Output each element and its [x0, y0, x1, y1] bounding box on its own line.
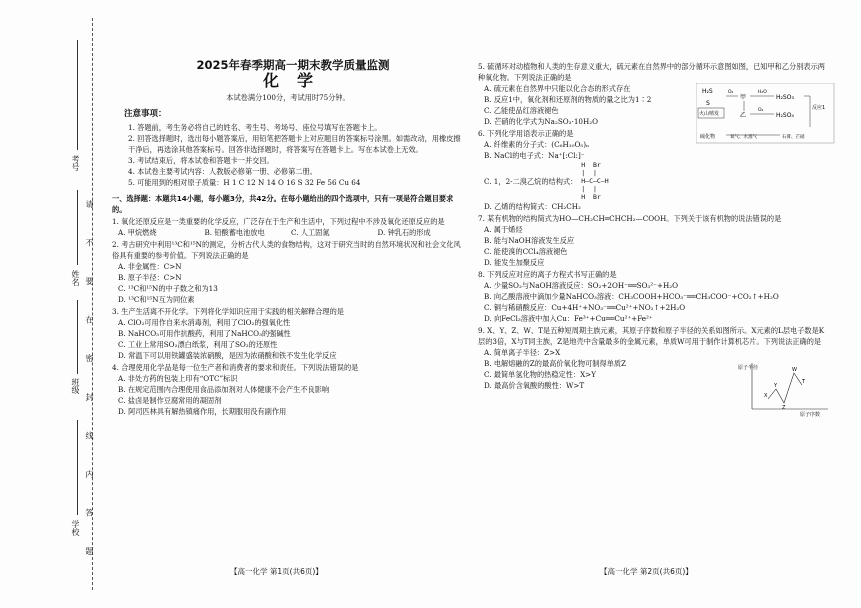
seal-warning: 请 不 要 在 密 封 线 内 答 题: [85, 200, 94, 569]
notes-list: [112, 122, 464, 188]
chart-xlabel: 原子序数: [800, 412, 821, 417]
node-h2s: H₂S: [702, 88, 713, 95]
node-volcano: 火山喷发: [699, 111, 720, 117]
option: C. 人工固氮: [291, 228, 330, 237]
class-label: 班级: [71, 378, 80, 394]
school-label: 学校: [71, 520, 80, 536]
chart-ylabel: 原子半径: [738, 365, 759, 371]
node-sulfide: 硫化物: [700, 134, 716, 140]
section-heading: 一、选择题：本题共14小题，每小题3分，共42分。在每小题给出的四个选项中，只有一项是符合题目要求的。: [112, 194, 454, 214]
notes-heading: 注意事项：: [124, 109, 167, 119]
footer-left: 【高一化学 第1页(共6页)】: [230, 567, 323, 576]
q8-block: [478, 269, 830, 324]
option: A. 简单离子半径：Z>X: [484, 348, 561, 357]
option: D. 芒硝的化学式为Na₂SO₃·10H₂O: [484, 117, 599, 126]
exam-no-label: 考号: [71, 155, 80, 171]
option: D. 乙烯的结构简式：CH₂CH₂: [484, 202, 581, 211]
question-stem: 4. 合理使用化学品是每一位生产者和消费者的要求和责任。下列说法错误的是: [112, 363, 359, 372]
binding-margin: [0, 0, 100, 608]
option: A. 非处方药的包装上印有“OTC”标识: [118, 374, 238, 383]
option-row: [118, 227, 464, 238]
question-block: [112, 216, 464, 238]
option: D. 向FeCl₃溶液中加入Cu：Fe³⁺+Cu══Cu²⁺+Fe²⁺: [484, 314, 653, 323]
option: B. 能与NaOH溶液发生反应: [484, 236, 575, 245]
option: B. NaCl的电子式：Na⁺[:Cl:]⁻: [484, 151, 585, 160]
option: A. 少量SO₂与NaOH溶液反应：SO₂+2OH⁻══SO₃²⁻+H₂O: [484, 281, 679, 290]
option: B. 电解熔融的Z的最高价氧化物可制得单质Z: [484, 359, 627, 368]
option: C. 工业上常用SO₂漂白纸浆，利用了SO₂的还原性: [118, 340, 278, 349]
option: D. 常温下可以用铁罐盛装浓硝酸，是因为浓硝酸和铁不发生化学反应: [118, 351, 337, 360]
note-item: 5. 可能用到的相对原子质量：H 1 C 12 N 14 O 16 S 32 Fe 56 Cu 64: [128, 178, 361, 187]
option: B. 反应1中，氧化剂和还原剂的物质的量之比为1∶2: [484, 95, 652, 104]
q5-options: [478, 83, 703, 127]
node-h2so4: H₂SO₄: [776, 112, 794, 119]
option: C. 能使溴的CCl₄溶液褪色: [484, 247, 568, 256]
option: C. 盐卤是制作豆腐常用的凝固剂: [118, 396, 222, 405]
node-h2so3: H₂SO₃: [776, 94, 794, 101]
note-item: 2. 回答选择题时，选出每小题答案后，用铅笔把答题卡上对应题目的答案标号涂黑。如需改动，用橡皮擦干净后，再选涂其他答案标号。回答非选择题时，将答案写在答题卡上。写在本试卷上无效。: [128, 134, 461, 154]
option: A. ClO₂可用作自来水消毒剂，利用了ClO₂的强氧化性: [118, 318, 291, 327]
name-label: 姓名: [71, 270, 80, 286]
subject-title: 化学: [262, 71, 331, 90]
question-stem: 1. 氧化还原反应是一类重要的化学反应，广泛存在于生产和生活中，下列过程中不涉及氧化还原反应的是: [112, 217, 445, 226]
question-stem: 2. 考古研究中利用¹³C和¹⁵N的测定，分析古代人类的食物结构，这对于研究当时的自然环境状况和社会文化风俗具有重要的参考价值。下列说法正确的是: [112, 240, 461, 260]
point-z: Z: [782, 405, 786, 411]
class-line: [77, 300, 78, 374]
note-item: 1. 答题前，考生务必将自己的姓名、考生号、考场号、座位号填写在答题卡上。: [128, 123, 382, 132]
question-stem: 8. 下列反应对应的离子方程式书写正确的是: [478, 270, 617, 279]
q9-block: [478, 325, 830, 417]
label-air: 氧气、水蒸气: [730, 135, 757, 140]
note-item: 4. 本试卷主要考试内容：人教版必修第一册、必修第二册。: [128, 167, 317, 176]
q7-block: [478, 213, 830, 268]
question-stem: 3. 生产生活离不开化学。下列将化学知识应用于实践的相关解释合理的是: [112, 307, 344, 316]
footer-right: 【高一化学 第2页(共6页)】: [600, 567, 693, 576]
name-line: [77, 190, 78, 265]
option: D. 钟乳石的形成: [377, 228, 431, 237]
option: D. 最高价含氧酸的酸性：W>T: [484, 381, 585, 390]
label-minerals: 石膏、芒硝: [782, 135, 805, 140]
option: D. 阿司匹林具有解热镇痛作用，长期服用没有副作用: [118, 407, 287, 416]
point-t: T: [802, 379, 806, 385]
point-x: X: [764, 393, 768, 399]
question-block: [112, 306, 464, 361]
option: C. 乙能使品红溶液褪色: [484, 106, 559, 115]
sulfur-cycle-diagram: [696, 83, 836, 145]
question-stem: 5. 硫循环对动植物和人类的生存意义重大，硫元素在自然界中的部分循环示意图如图，已知甲和乙分别表示两种氧化物。下列说法正确的是: [478, 62, 825, 82]
option: C. 铜与稀硝酸反应：Cu+4H⁺+NO₃⁻══Cu²⁺+NO₂↑+2H₂O: [484, 303, 686, 312]
question-stem: 7. 某有机物的结构简式为HO—CH₂CH═CHCH₂—COOH。下列关于该有机物的说法错误的是: [478, 214, 782, 223]
exam-title: 2025年春季期高一期末教学质量监测: [196, 58, 390, 72]
question-block: [112, 239, 464, 305]
option: D. 能发生加聚反应: [484, 258, 545, 267]
school-line: [77, 420, 78, 515]
option: B. 在规定范围内合理使用食品添加剂对人体健康不会产生不良影响: [118, 385, 330, 394]
dibromoethane-structure: H Br | | H—C—C—H | | H Br: [581, 161, 609, 201]
option: A. 硫元素在自然界中只能以化合态的形式存在: [484, 84, 631, 93]
label-o2: O₂: [728, 90, 734, 95]
option: C. 最简单氢化物的热稳定性：X>Y: [484, 370, 596, 379]
point-w: W: [792, 367, 797, 373]
right-column: [478, 60, 830, 417]
note-item: 3. 考试结束后，将本试卷和答题卡一并交回。: [128, 156, 274, 165]
exam-no-line: [77, 40, 78, 150]
node-jia: 甲: [740, 94, 747, 101]
point-y: Y: [774, 383, 778, 389]
option: [484, 161, 830, 201]
option: B. NaHCO₃可用作抗酸药，利用了NaHCO₃的强碱性: [118, 329, 291, 338]
label-h2o: H₂O: [758, 90, 767, 95]
radius-chart: [738, 359, 830, 417]
option: C. ¹³C和¹⁵N的中子数之和为13: [118, 284, 218, 293]
question-stem: 6. 下列化学用语表示正确的是: [478, 129, 574, 138]
left-column: [112, 60, 464, 417]
option: B. 原子半径：C>N: [118, 273, 182, 282]
q9-options: [478, 347, 718, 391]
option: A. 非金属性：C>N: [118, 262, 182, 271]
option: A. 属于烯烃: [484, 225, 523, 234]
option: D. ¹³C和¹⁵N互为同位素: [118, 295, 195, 304]
score-info: 本试卷满分100分，考试用时75分钟。: [226, 93, 350, 102]
question-block: [112, 362, 464, 417]
option: A. 纤维素的分子式：(C₆H₁₀O₅)ₙ: [484, 140, 590, 149]
option: B. 向乙酸溶液中滴加少量NaHCO₃溶液：CH₃COOH+HCO₃⁻══CH₃COO⁻+CO₂↑+H₂O: [484, 292, 779, 301]
option-text: C. 1，2-二溴乙烷的结构式：: [484, 176, 578, 186]
node-yi: 乙: [740, 112, 747, 119]
option: A. 甲烷燃烧: [118, 228, 157, 237]
question-stem: 9. X、Y、Z、W、T是五种短周期主族元素，其原子序数和原子半径的关系如图所示。X元素的L层电子数是K层的3倍，X与T同主族，Z是地壳中含量最多的金属元素，单质W可用于制作计算机芯片。下列说法正确的是: [478, 326, 825, 346]
left-questions: [112, 216, 464, 417]
label-reaction1: 反应1: [812, 105, 826, 111]
option: B. 铅酸蓄电池放电: [204, 228, 265, 237]
label-o2-2: O₂: [758, 108, 764, 113]
node-s: S: [706, 100, 710, 107]
